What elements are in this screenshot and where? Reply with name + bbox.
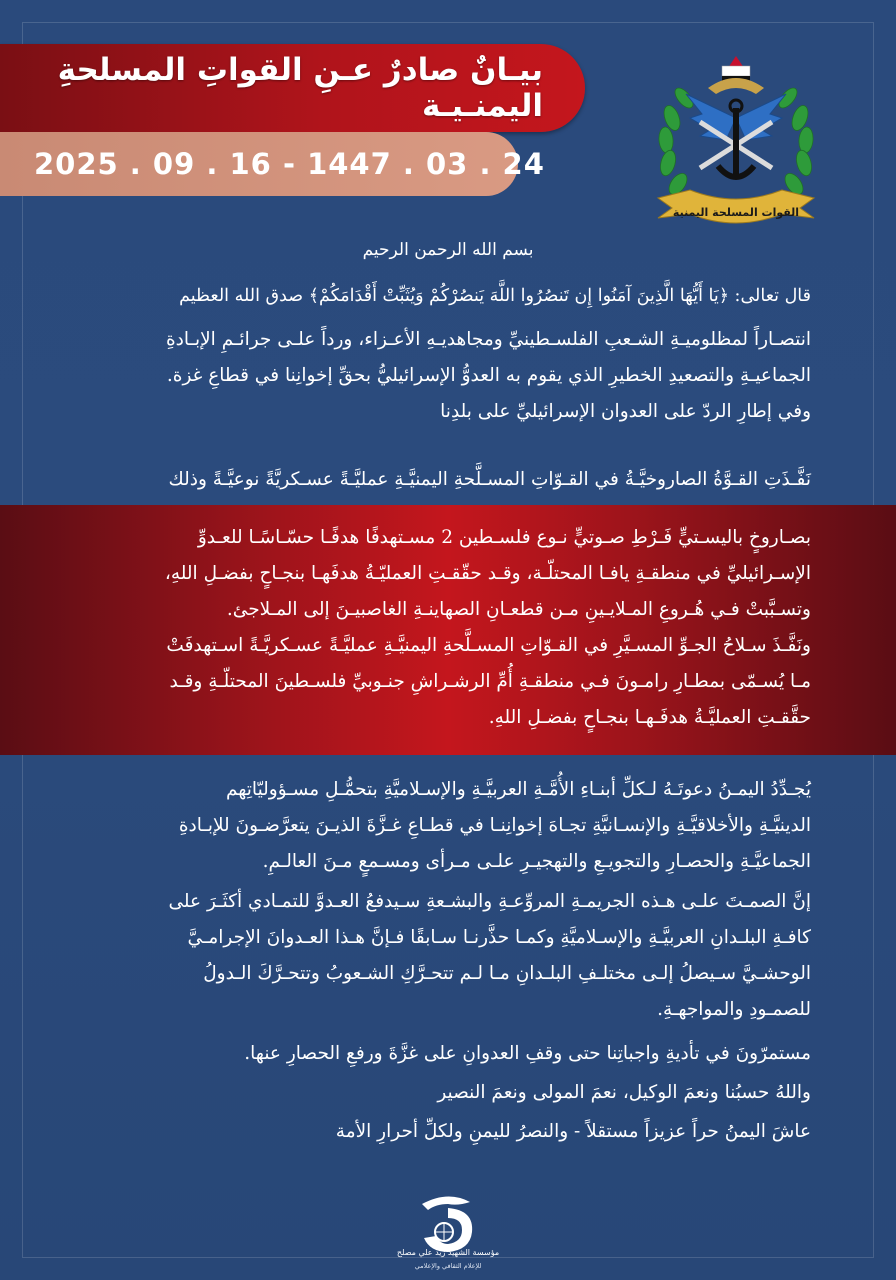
closing-line: مستمرّونَ في تأديةِ واجباتِنا حتى وقفِ العدوانِ على غزَّةَ ورفعِ الحصارِ عنها. (244, 1043, 811, 1064)
silence-line: كافـةِ البلـدانِ العربيَّـةِ والإسـلاميَّةِ وكمـا حذَّرنـا سـابقًا فـإنَّ هـذا العـدوانَ الإجرامـيَّ (187, 927, 811, 948)
silence-line: للصمـودِ والمواجهـةِ. (657, 999, 811, 1020)
highlight-line: بصـاروخٍ باليسـتيٍّ فَـرْطِ صـوتيٍّ نـوع فلسـطين 2 مسـتهدفًا هدفًـا حسّـاسًـا للعـدوِّ (197, 527, 811, 548)
closing-paragraph (80, 1034, 811, 1151)
highlight-line: ونَفَّـذَ سـلاحُ الجـوِّ المسـيَّرِ في القـوّاتِ المسـلَّحةِ اليمنيَّـةِ عمليَّـةً عسـكريَّـةً اسـتهدفَتْ (166, 635, 811, 656)
call-paragraph (80, 772, 811, 880)
silence-paragraph (80, 884, 811, 1028)
intro-line: وفي إطارِ الردّ على العدوان الإسرائيليِّ على بلدِنا (440, 401, 811, 422)
highlight-line: حقَّقـتِ العمليَّـةُ هدفَـهـا بنجـاحٍ بفضـلِ اللهِ. (488, 707, 811, 728)
closing-line: عاشَ اليمنُ حراً عزيزاً مستقلاً - والنصرُ لليمنِ ولكلِّ أحرارِ الأمة (335, 1121, 811, 1142)
intro-line: الجماعيـةِ والتصعيدِ الخطيرِ الذي يقوم به العدوُّ الإسرائيليُّ بحقِّ إخوانِنا في قطاعِ غزة. (166, 365, 811, 386)
basmala: بسم الله الرحمن الرحيم (362, 240, 534, 260)
silence-line: إنَّ الصمـتَ علـى هـذه الجريمـةِ المروِّعـةِ والبشـعةِ سـيدفعُ العـدوَّ للتمـادي أكثَـرَ على (168, 891, 811, 912)
statement-date: 2025 . 09 . 16 - 1447 . 03 . 24 (34, 147, 545, 181)
execution-line: نَفَّـذَتِ القـوَّةُ الصاروخيَّـةُ في القـوّاتِ المسـلَّحةِ اليمنيَّـةِ عمليَّـةً عسـكريَّةً نوعيَّـةً وذلك (168, 469, 811, 490)
highlight-line: وتسـبَّبتْ فـي هُـروعِ المـلايـينِ مـن قطعـانِ الصهاينـةِ الغاصبيـنَ إلى المـلاجئ. (226, 599, 811, 620)
armed-forces-emblem-icon (650, 48, 822, 230)
title-ribbon (0, 44, 585, 132)
foundation-name: مؤسسة الشهيد زيد علي مصلح (396, 1248, 500, 1257)
foundation-subtitle: للإعلام الثقافي والإعلامي (414, 1262, 482, 1270)
call-line: الدينيَّـةِ والأخلاقيَّـةِ والإنسـانيَّةِ تجـاهَ إخوانِنـا في قطـاعِ غـزَّةَ الذيـنَ يتعرَّضـونَ للإبـادةِ (178, 815, 811, 836)
date-ribbon (0, 132, 545, 196)
emblem-label: القوات المسلحة اليمنية (672, 206, 800, 219)
call-line: الجماعيَّـةِ والحصـارِ والتجويـعِ والتهجيـرِ علـى مـرأى ومسـمعٍ مـنَ العالـمِ. (262, 851, 811, 872)
highlight-paragraph (80, 520, 811, 736)
intro-paragraph (80, 322, 811, 430)
quran-verse: قال تعالى: ﴿يَا أَيُّهَا الَّذِينَ آمَنُوا إِن تَنصُرُوا اللَّهَ يَنصُرْكُمْ وَيُثَبِّتْ أَقْدَامَكُمْ﴾ صدق الله العظيم (179, 286, 811, 306)
highlight-line: الإسـرائيليِّ في منطقـةِ يافـا المحتلّـة، وقـد حقّقـتِ العمليّـةُ هدفَهـا بنجـاحٍ بفضـلِ اللهِ، (164, 563, 811, 584)
closing-line: واللهُ حسبُنا ونعمَ الوكيل، نعمَ المولى ونعمَ النصير (437, 1082, 811, 1103)
silence-line: الوحشـيَّ سـيصلُ إلـى مختلـفِ البلـدانِ مـا لـم تتحـرَّكِ الشـعوبُ وتتحـرَّكَ الـدولُ (203, 963, 811, 984)
statement-title: بيـانٌ صادرٌ عـنِ القواتِ المسلحةِ اليمنـيـة (57, 52, 543, 124)
call-line: يُجـدِّدُ اليمـنُ دعوتَـهُ لـكلِّ أبنـاءِ الأُمَّـةِ العربيَّـةِ والإسـلاميَّةِ بتحمُّـلِ مسـؤوليّاتِهم (225, 779, 811, 800)
highlight-line: مـا يُسـمّى بمطـارِ رامـونَ فـي منطقـةِ أُمِّ الرشـراشِ جنـوبيِّ فلسـطينَ المحتلّـةِ وقـد (169, 671, 811, 692)
intro-line: انتصـاراً لمظلوميـةِ الشـعبِ الفلسـطينيِّ ومجاهديـهِ الأعـزاء، ورداً علـى جرائـمِ الإبـادةِ (165, 329, 811, 350)
